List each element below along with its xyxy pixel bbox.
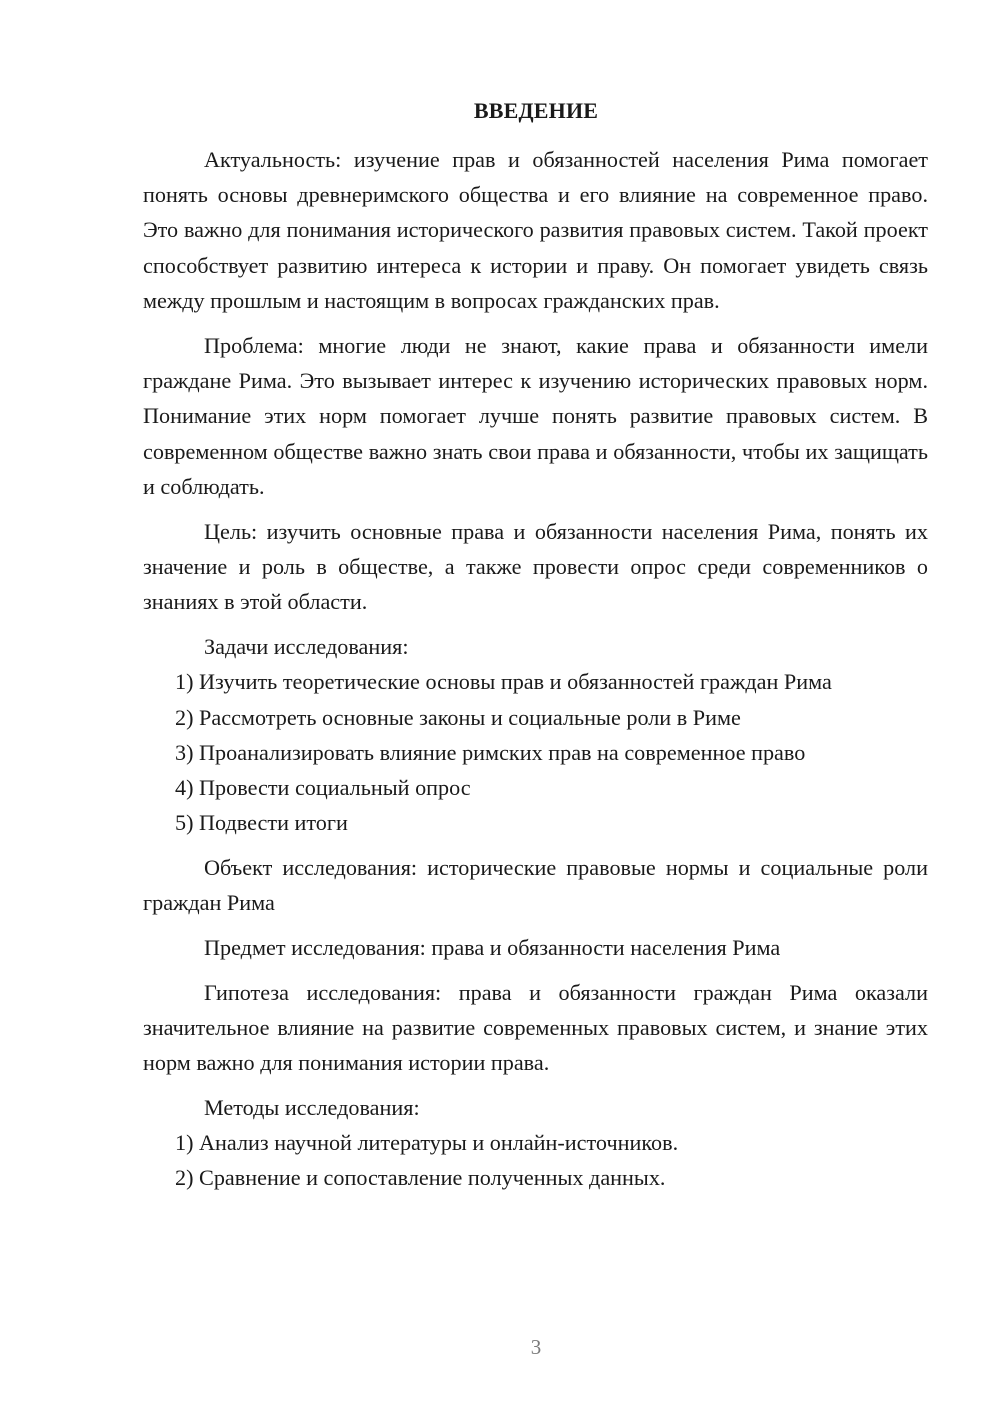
tasks-heading: Задачи исследования: <box>204 634 409 660</box>
relevance-paragraph: Актуальность: изучение прав и обязанностей населения Рима помогает понять основы древнеримского общества и его влияние на современное право. Это важно для понимания исторического развития правовых систем. Такой проект способствует развитию интереса к истории и праву. Он помогает увидеть связь между прошлым и настоящим в вопросах гражданских прав. <box>143 147 928 313</box>
page-body <box>143 142 928 1196</box>
task-item-1: 1) Изучить теоретические основы прав и обязанностей граждан Рима <box>175 669 832 695</box>
page-number: 3 <box>530 1335 542 1359</box>
task-item-4: 4) Провести социальный опрос <box>175 775 471 801</box>
section-heading: ВВЕДЕНИЕ <box>473 98 599 123</box>
subject-paragraph: Предмет исследования: права и обязанности населения Рима <box>204 935 781 961</box>
task-item-2: 2) Рассмотреть основные законы и социальные роли в Риме <box>175 704 741 730</box>
hypothesis-paragraph: Гипотеза исследования: права и обязанности граждан Рима оказали значительное влияние на развитие современных правовых систем, и знание этих норм важно для понимания истории права. <box>143 979 928 1076</box>
task-item-5: 5) Подвести итоги <box>175 810 348 836</box>
methods-heading: Методы исследования: <box>204 1095 420 1121</box>
method-item-2: 2) Сравнение и сопоставление полученных данных. <box>175 1165 666 1191</box>
method-item-1: 1) Анализ научной литературы и онлайн-источников. <box>175 1130 679 1156</box>
goal-paragraph: Цель: изучить основные права и обязанности населения Рима, понять их значение и роль в обществе, а также провести опрос среди современников о знаниях в этой области. <box>143 519 928 615</box>
problem-paragraph: Проблема: многие люди не знают, какие права и обязанности имели граждане Рима. Это вызывает интерес к изучению исторических правовых норм. Понимание этих норм помогает лучше понять развитие правовых систем. В современном обществе важно знать свои права и обязанности, чтобы их защищать и соблюдать. <box>143 333 928 499</box>
object-paragraph: Объект исследования: исторические правовые нормы и социальные роли граждан Рима <box>143 855 928 916</box>
task-item-3: 3) Проанализировать влияние римских прав на современное право <box>175 739 806 765</box>
